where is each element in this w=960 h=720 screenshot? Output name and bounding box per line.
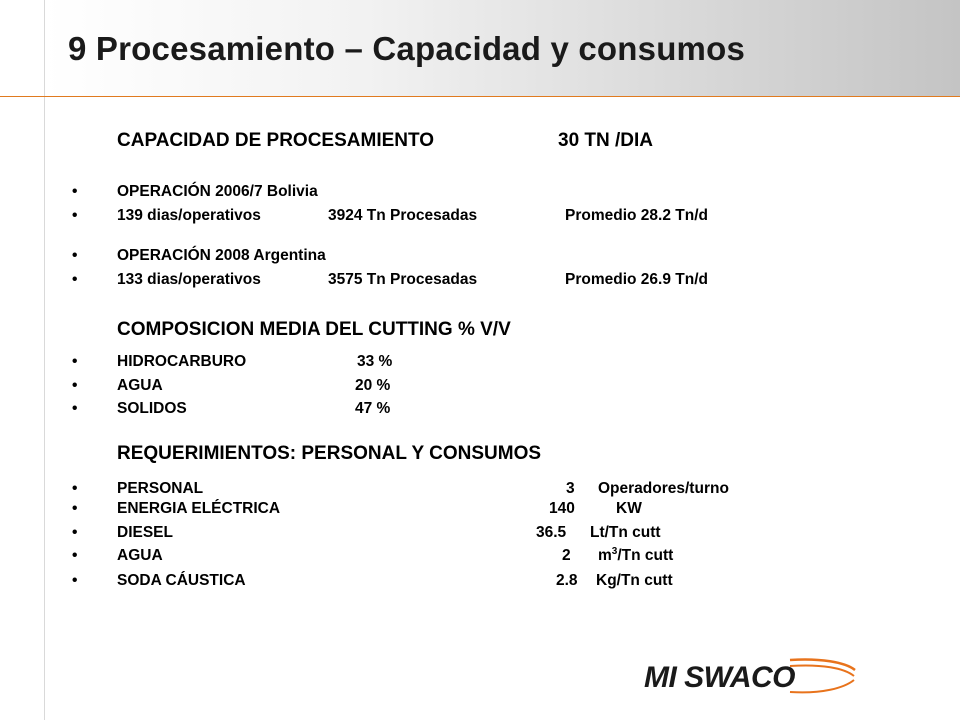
list-item [0, 480, 940, 502]
bullet: • [72, 377, 78, 394]
requirement-value: 36.5 [536, 524, 567, 541]
composition-value: 20 % [355, 377, 391, 394]
list-item [0, 400, 940, 422]
requirement-value: 2.8 [556, 572, 578, 589]
operation-label: OPERACIÓN 2008 Argentina [117, 247, 326, 264]
operation-days: 133 dias/operativos [117, 271, 261, 288]
requirement-unit: Lt/Tn cutt [590, 524, 661, 541]
bullet: • [72, 247, 78, 264]
operation-label: OPERACIÓN 2006/7 Bolivia [117, 183, 318, 200]
unit-prefix: m [598, 547, 612, 564]
list-item [0, 547, 940, 569]
composition-value: 33 % [357, 353, 393, 370]
logo-swoosh-3 [790, 680, 854, 692]
composition-name: HIDROCARBURO [117, 353, 247, 370]
requirements-heading: REQUERIMIENTOS: PERSONAL Y CONSUMOS [117, 443, 542, 464]
list-item [0, 183, 940, 205]
requirement-value: 140 [549, 500, 575, 517]
requirement-unit [598, 547, 673, 565]
requirement-value: 2 [562, 547, 571, 564]
capacity-heading [117, 130, 654, 152]
requirement-name: AGUA [117, 547, 163, 564]
unit-suffix: /Tn cutt [617, 547, 674, 564]
bullet: • [72, 207, 78, 224]
capacity-heading-label: CAPACIDAD DE PROCESAMIENTO [117, 130, 435, 151]
bullet: • [72, 183, 78, 200]
bullet: • [72, 500, 78, 517]
bullet: • [72, 400, 78, 417]
requirement-name: ENERGIA ELÉCTRICA [117, 500, 281, 517]
operation-processed: 3924 Tn Procesadas [328, 207, 478, 224]
requirement-name: SODA CÁUSTICA [117, 572, 246, 589]
bullet: • [72, 271, 78, 288]
operation-processed: 3575 Tn Procesadas [328, 271, 478, 288]
logo-text: MI SWACO [644, 661, 795, 694]
operation-average: Promedio 26.9 Tn/d [565, 271, 708, 288]
list-item [0, 572, 940, 594]
requirement-name: PERSONAL [117, 480, 204, 497]
slide-title: 9 Procesamiento – Capacidad y consumos [68, 30, 746, 67]
bullet: • [72, 480, 78, 497]
logo-swoosh-2 [790, 665, 854, 676]
requirement-value: 3 [566, 480, 575, 497]
list-item [0, 377, 940, 399]
list-item [0, 271, 940, 293]
capacity-value: 30 TN /DIA [558, 130, 654, 151]
list-item [0, 524, 940, 546]
composition-name: SOLIDOS [117, 400, 187, 417]
operation-days: 139 dias/operativos [117, 207, 261, 224]
bullet: • [72, 353, 78, 370]
title-underline [0, 96, 960, 97]
composition-value: 47 % [355, 400, 391, 417]
list-item [0, 353, 940, 375]
unit-superscript: 3 [611, 546, 618, 557]
composition-name: AGUA [117, 377, 163, 394]
mi-swaco-logo [640, 656, 860, 696]
operation-average: Promedio 28.2 Tn/d [565, 207, 708, 224]
requirement-unit: KW [616, 500, 642, 517]
list-item [0, 207, 940, 229]
list-item [0, 247, 940, 269]
requirement-unit: Kg/Tn cutt [596, 572, 673, 589]
requirement-name: DIESEL [117, 524, 173, 541]
bullet: • [72, 547, 78, 564]
bullet: • [72, 572, 78, 589]
bullet: • [72, 524, 78, 541]
composition-heading: COMPOSICION MEDIA DEL CUTTING % V/V [117, 319, 511, 340]
requirement-unit: Operadores/turno [598, 480, 729, 497]
list-item [0, 500, 940, 522]
